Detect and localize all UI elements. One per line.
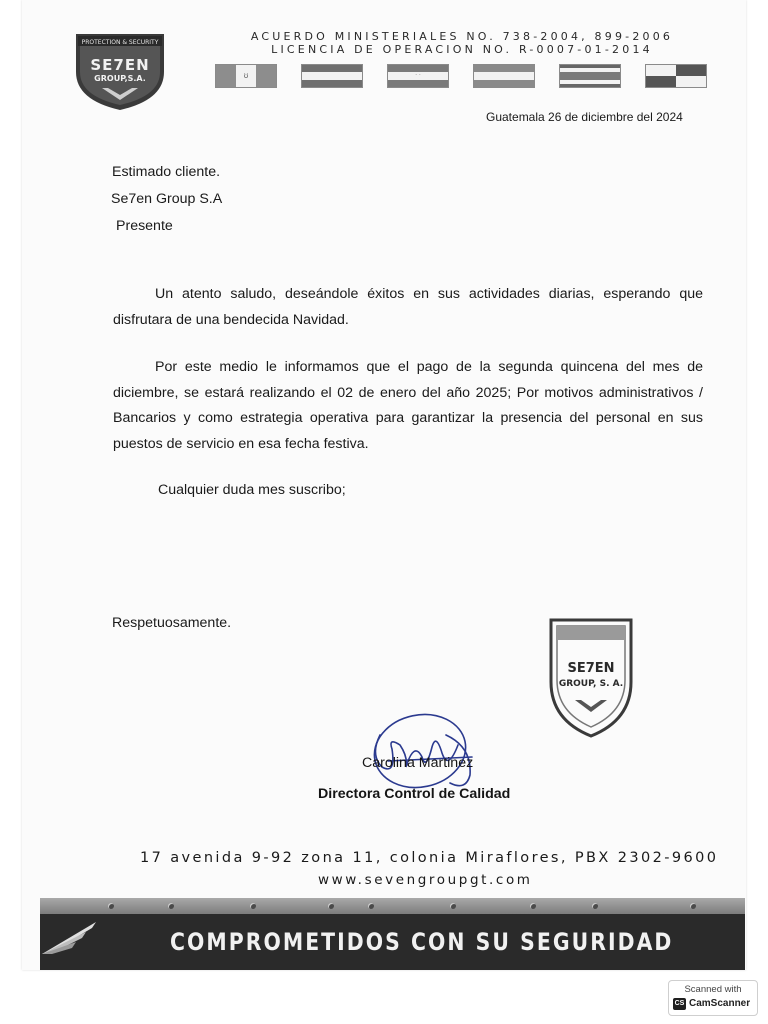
company-logo	[72, 28, 168, 112]
wing-icon	[40, 918, 110, 960]
agreement-line: ACUERDO MINISTERIALES NO. 738-2004, 899-2006	[250, 30, 674, 43]
rivet-icon	[168, 903, 174, 909]
rivet-icon	[592, 903, 598, 909]
rivet-icon	[368, 903, 374, 909]
letter-page	[22, 0, 746, 970]
svg-text:PROTECTION & SECURITY: PROTECTION & SECURITY	[81, 39, 159, 46]
paragraph-payment-notice	[113, 355, 703, 457]
license-line: LICENCIA DE OPERACION NO. R-0007-01-2014	[271, 43, 653, 56]
guatemala-flag: ʊ	[215, 64, 277, 88]
ministerial-agreements	[222, 30, 702, 56]
company-website: www.sevengroupgt.com	[318, 872, 533, 888]
paragraph-greeting-text: Un atento saludo, deseándole éxitos en sus actividades diarias, esperando que disfrutara de una bendecida Navidad.	[113, 286, 703, 328]
sign-off: Respetuosamente.	[112, 615, 232, 631]
company-address: 17 avenida 9-92 zona 11, colonia Miraflores, PBX 2302-9600	[140, 850, 719, 866]
svg-text:SE7EN: SE7EN	[567, 661, 615, 676]
greeting-present: Presente	[116, 218, 173, 234]
rivet-icon	[108, 903, 114, 909]
footer-banner	[40, 898, 745, 970]
letter-date: Guatemala 26 de diciembre del 2024	[486, 110, 683, 124]
riveted-strip	[40, 898, 745, 914]
rivet-icon	[690, 903, 696, 909]
panama-flag	[645, 64, 707, 88]
scanned-with-label: Scanned with	[684, 984, 742, 995]
costa-rica-flag	[559, 64, 621, 88]
closing-line: Cualquier duda mes suscribo;	[158, 482, 346, 498]
rivet-icon	[450, 903, 456, 909]
el-salvador-flag	[301, 64, 363, 88]
svg-text:SE7EN: SE7EN	[90, 56, 150, 74]
paragraph-payment-text: Por este medio le informamos que el pago de la segunda quincena del mes de diciembre, se estará realizando el 02 de enero del año 2025; Por motivos administrativos / Bancarios y como estrategia operativa para garantizar la presencia del personal en sus puestos de servicio en esa fecha festiva.	[113, 359, 703, 452]
recipient-company: Se7en Group S.A	[111, 191, 223, 207]
company-seal	[545, 612, 637, 740]
nicaragua-flag	[473, 64, 535, 88]
signer-title: Directora Control de Calidad	[318, 786, 511, 802]
rivet-icon	[328, 903, 334, 909]
rivet-icon	[530, 903, 536, 909]
svg-text:GROUP, S. A.: GROUP, S. A.	[558, 679, 624, 689]
signer-name: Carolina Martinez	[362, 755, 474, 771]
svg-text:GROUP,S.A.: GROUP,S.A.	[94, 74, 146, 83]
paragraph-greeting	[113, 282, 703, 333]
rivet-icon	[250, 903, 256, 909]
camscanner-icon: CS	[673, 998, 686, 1010]
honduras-flag: · ·	[387, 64, 449, 88]
camscanner-watermark	[668, 980, 758, 1016]
slogan: COMPROMETIDOS CON SU SEGURIDAD	[170, 928, 674, 956]
country-flags	[215, 64, 707, 90]
greeting-line: Estimado cliente.	[112, 164, 221, 180]
camscanner-name: CamScanner	[689, 998, 751, 1009]
